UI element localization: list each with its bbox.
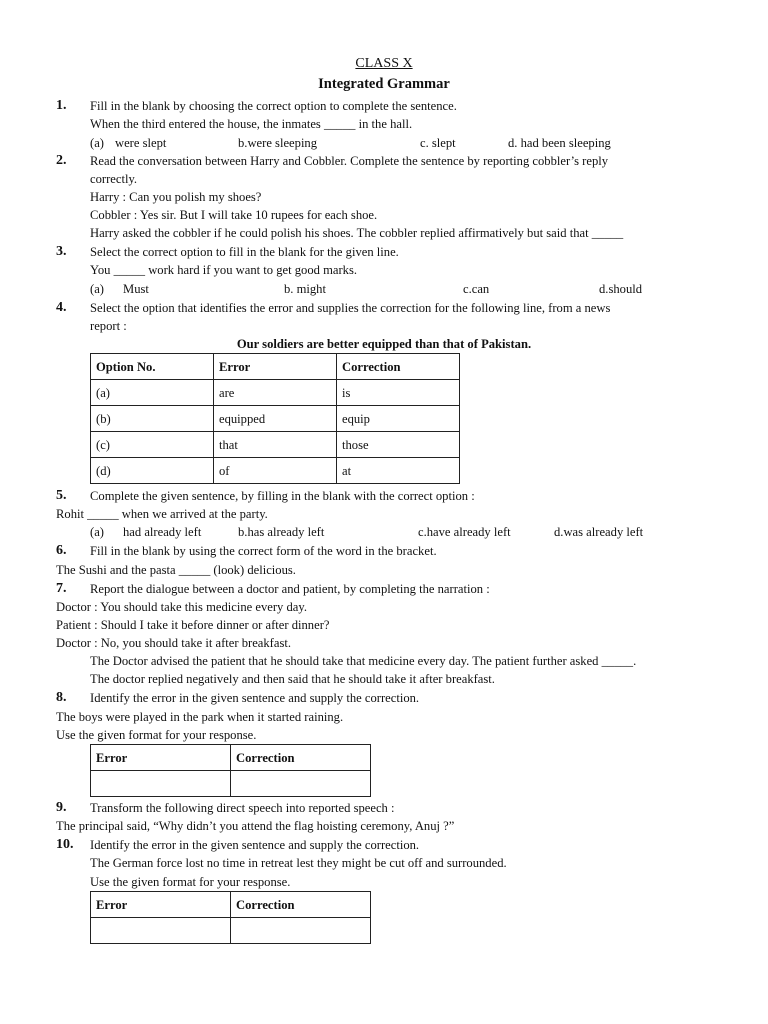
table-row xyxy=(91,380,460,406)
question-4-instruction-line-2: report : xyxy=(90,319,127,333)
question-5-option-c: c.have already left xyxy=(418,525,511,539)
question-6-sentence: The Sushi and the pasta _____ (look) delicious. xyxy=(56,563,296,577)
table-header-row xyxy=(91,745,371,771)
table-header-row xyxy=(91,892,371,918)
question-5-option-a-marker: (a) xyxy=(90,525,104,539)
question-1-option-b: b.were sleeping xyxy=(238,136,318,150)
option-cell: (b) xyxy=(91,406,214,432)
question-7-dialogue-patient: Patient : Should I take it before dinner or after dinner? xyxy=(56,618,330,632)
question-5-instruction: Complete the given sentence, by filling in the blank with the correct option : xyxy=(90,489,475,503)
header-option-no: Option No. xyxy=(91,354,214,380)
question-7-dialogue-doctor-1: Doctor : You should take this medicine every day. xyxy=(56,600,308,614)
question-9-number: 9. xyxy=(56,800,67,815)
header-correction: Correction xyxy=(231,892,371,918)
question-7-instruction: Report the dialogue between a doctor and patient, by completing the narration : xyxy=(90,582,490,596)
question-7-narration-line-2: The doctor replied negatively and then said that he should take it after breakfast. xyxy=(90,672,495,686)
question-2-dialogue-harry: Harry : Can you polish my shoes? xyxy=(90,190,262,204)
question-2-dialogue-cobbler: Cobbler : Yes sir. But I will take 10 rupees for each shoe. xyxy=(90,208,378,222)
header-correction: Correction xyxy=(231,745,371,771)
question-4-table xyxy=(90,353,460,484)
question-2-instruction-line-2: correctly. xyxy=(90,172,138,186)
table-row xyxy=(91,432,460,458)
question-8-format-note: Use the given format for your response. xyxy=(56,728,257,742)
answer-row xyxy=(91,771,371,797)
question-6-number: 6. xyxy=(56,543,67,558)
question-2-number: 2. xyxy=(56,153,67,168)
question-9-instruction: Transform the following direct speech into reported speech : xyxy=(90,801,395,815)
option-cell: (a) xyxy=(91,380,214,406)
correction-cell: at xyxy=(337,458,460,484)
question-6-instruction: Fill in the blank by using the correct form of the word in the bracket. xyxy=(90,544,437,558)
question-1-sentence: When the third entered the house, the inmates _____ in the hall. xyxy=(90,117,413,131)
question-3-option-c: c.can xyxy=(463,282,490,296)
error-cell: that xyxy=(214,432,337,458)
question-1-option-c: c. slept xyxy=(420,136,456,150)
question-8-sentence: The boys were played in the park when it started raining. xyxy=(56,710,344,724)
header-error: Error xyxy=(214,354,337,380)
correction-answer-cell[interactable] xyxy=(231,918,371,944)
header-error: Error xyxy=(91,745,231,771)
question-5-sentence: Rohit _____ when we arrived at the party. xyxy=(56,507,268,521)
error-answer-cell[interactable] xyxy=(91,771,231,797)
question-3-option-d: d.should xyxy=(599,282,643,296)
option-cell: (c) xyxy=(91,432,214,458)
question-7-dialogue-doctor-2: Doctor : No, you should take it after breakfast. xyxy=(56,636,292,650)
question-8-response-table xyxy=(90,744,371,797)
question-3-option-b: b. might xyxy=(284,282,326,296)
question-3-option-a: Must xyxy=(123,282,149,296)
question-3-number: 3. xyxy=(56,244,67,259)
header-correction: Correction xyxy=(337,354,460,380)
question-10-sentence: The German force lost no time in retreat lest they might be cut off and surrounded. xyxy=(90,856,507,870)
question-5-number: 5. xyxy=(56,488,67,503)
question-4-number: 4. xyxy=(56,300,67,315)
question-7-narration-line-1: The Doctor advised the patient that he should take that medicine every day. The patient further asked _____. xyxy=(90,654,637,668)
question-3-option-a-marker: (a) xyxy=(90,282,104,296)
error-cell: are xyxy=(214,380,337,406)
question-5-option-a: had already left xyxy=(123,525,202,539)
answer-row xyxy=(91,918,371,944)
question-7-number: 7. xyxy=(56,581,67,596)
correction-cell: equip xyxy=(337,406,460,432)
correction-cell: those xyxy=(337,432,460,458)
question-1-option-d: d. had been sleeping xyxy=(508,136,611,150)
question-10-instruction: Identify the error in the given sentence and supply the correction. xyxy=(90,838,420,852)
question-5-option-b: b.has already left xyxy=(238,525,325,539)
question-10-response-table xyxy=(90,891,371,944)
error-cell: equipped xyxy=(214,406,337,432)
header-error: Error xyxy=(91,892,231,918)
question-8-number: 8. xyxy=(56,690,67,705)
question-1-option-a: were slept xyxy=(115,136,167,150)
correction-answer-cell[interactable] xyxy=(231,771,371,797)
page-title: Integrated Grammar xyxy=(318,76,450,92)
error-cell: of xyxy=(214,458,337,484)
question-10-number: 10. xyxy=(56,837,74,852)
table-row xyxy=(91,406,460,432)
question-4-quote: Our soldiers are better equipped than that of Pakistan. xyxy=(236,337,532,351)
error-answer-cell[interactable] xyxy=(91,918,231,944)
question-3-sentence: You _____ work hard if you want to get good marks. xyxy=(90,263,358,277)
question-5-option-d: d.was already left xyxy=(554,525,644,539)
question-1-option-a-marker: (a) xyxy=(90,136,104,150)
question-9-sentence: The principal said, “Why didn’t you attend the flag hoisting ceremony, Anuj ?” xyxy=(56,819,455,833)
question-10-format-note: Use the given format for your response. xyxy=(90,875,291,889)
question-4-instruction-line-1: Select the option that identifies the error and supplies the correction for the following line, from a news xyxy=(90,301,611,315)
question-1-instruction: Fill in the blank by choosing the correct option to complete the sentence. xyxy=(90,99,457,113)
question-2-reported-sentence: Harry asked the cobbler if he could polish his shoes. The cobbler replied affirmatively but said that _____ xyxy=(90,226,624,240)
class-label: CLASS X xyxy=(355,56,413,71)
option-cell: (d) xyxy=(91,458,214,484)
table-header-row xyxy=(91,354,460,380)
question-1-number: 1. xyxy=(56,98,67,113)
question-8-instruction: Identify the error in the given sentence and supply the correction. xyxy=(90,691,420,705)
question-2-instruction-line-1: Read the conversation between Harry and Cobbler. Complete the sentence by reporting cobbler’s reply xyxy=(90,154,609,168)
table-row xyxy=(91,458,460,484)
question-3-instruction: Select the correct option to fill in the blank for the given line. xyxy=(90,245,399,259)
correction-cell: is xyxy=(337,380,460,406)
